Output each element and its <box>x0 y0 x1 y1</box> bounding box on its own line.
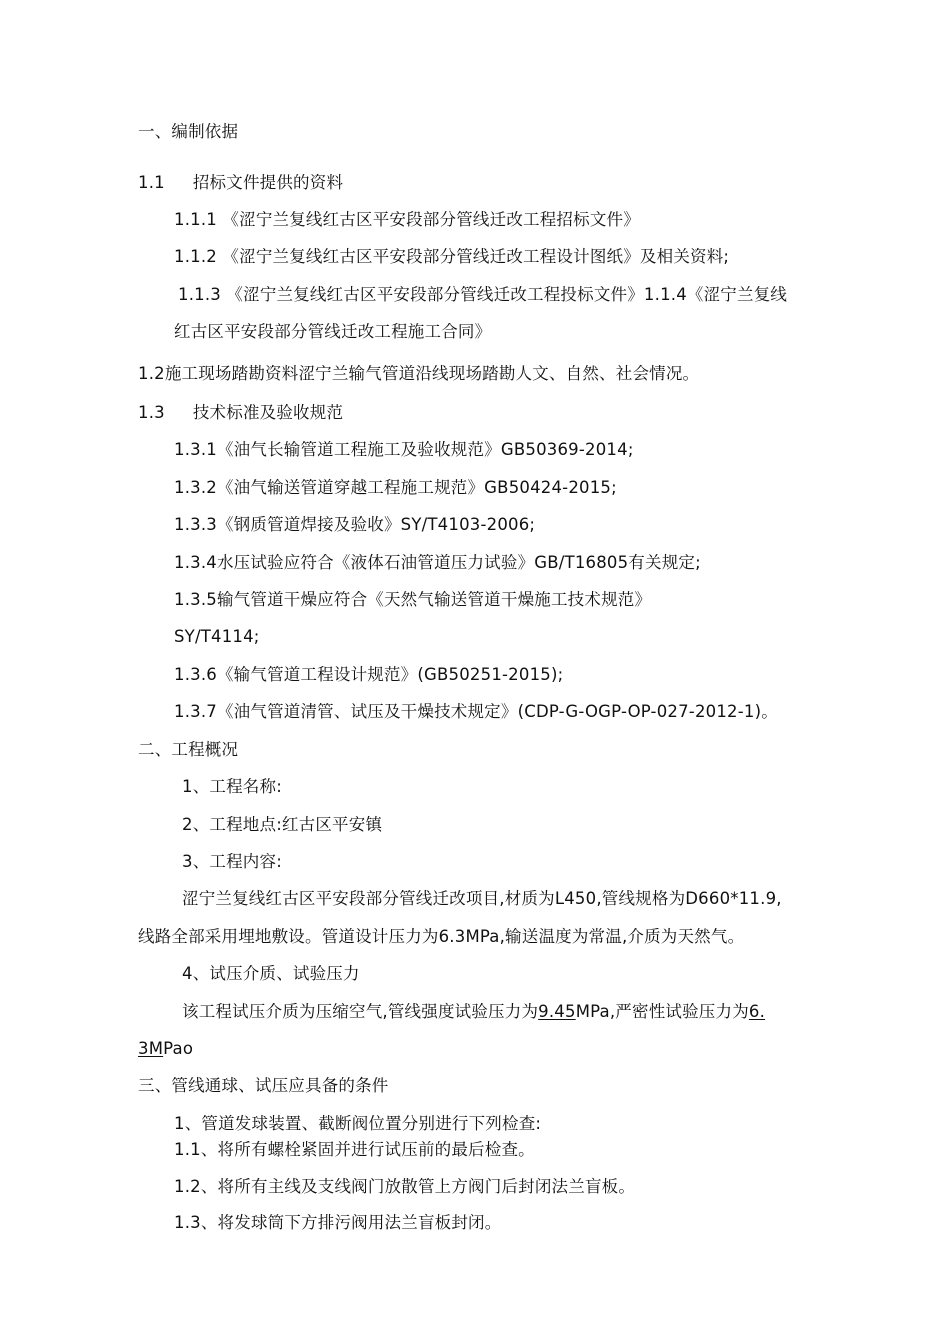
subsection-1-1 <box>138 173 343 193</box>
subsection-1-3 <box>138 403 343 423</box>
subsection-number: 1.3 <box>138 403 165 422</box>
item-1-1-3-line1: 1.1.3 《涩宁兰复线红古区平安段部分管线迁改工程投标文件》1.1.4《涩宁兰复线 <box>178 285 788 304</box>
paragraph-2-4-line1 <box>182 1002 765 1022</box>
pressure-unit: Pao <box>163 1039 194 1058</box>
item-1-3-2: 1.3.2《油气输送管道穿越工程施工规范》GB50424-2015; <box>174 478 617 497</box>
subsection-title: 技术标准及验收规范 <box>192 403 344 422</box>
item-2-3: 3、工程内容: <box>182 852 282 871</box>
paragraph-2-4-line2 <box>138 1039 193 1059</box>
tightness-pressure-value: 6. <box>748 1002 766 1021</box>
item-3-1-3: 1.3、将发球筒下方排污阀用法兰盲板封闭。 <box>174 1213 502 1232</box>
item-3-1-1: 1.1、将所有螺栓紧固并进行试压前的最后检查。 <box>174 1140 535 1159</box>
item-1-3-4: 1.3.4水压试验应符合《液体石油管道压力试验》GB/T16805有关规定; <box>174 553 701 572</box>
item-1-3-5-line2: SY/T4114; <box>174 627 260 646</box>
item-1-2: 1.2施工现场踏勘资料涩宁兰输气管道沿线现场踏勘人文、自然、社会情况。 <box>138 364 700 383</box>
section-1-heading: 一、编制依据 <box>138 122 239 141</box>
item-2-1: 1、工程名称: <box>182 777 282 796</box>
subsection-number: 1.1 <box>138 173 165 192</box>
item-3-1-2: 1.2、将所有主线及支线阀门放散管上方阀门后封闭法兰盲板。 <box>174 1177 636 1196</box>
pressure-text: MPa,严密性试验压力为 <box>575 1002 749 1021</box>
item-1-3-1: 1.3.1《油气长输管道工程施工及验收规范》GB50369-2014; <box>174 440 634 459</box>
item-1-1-2: 1.1.2 《涩宁兰复线红古区平安段部分管线迁改工程设计图纸》及相关资料; <box>174 247 730 266</box>
paragraph-2-3-line2: 线路全部采用埋地敷设。管道设计压力为6.3MPa,输送温度为常温,介质为天然气。 <box>138 927 745 946</box>
paragraph-2-3-line1: 涩宁兰复线红古区平安段部分管线迁改项目,材质为L450,管线规格为D660*11.9, <box>182 889 782 908</box>
section-2-heading: 二、工程概况 <box>138 740 239 759</box>
item-1-3-5-line1: 1.3.5输气管道干燥应符合《天然气输送管道干燥施工技术规范》 <box>174 590 652 609</box>
item-1-1-1: 1.1.1 《涩宁兰复线红古区平安段部分管线迁改工程招标文件》 <box>174 210 640 229</box>
item-1-1-3-line2: 红古区平安段部分管线迁改工程施工合同》 <box>174 322 492 341</box>
item-1-3-7: 1.3.7《油气管道清管、试压及干燥技术规定》(CDP-G-OGP-OP-027-2012-1)。 <box>174 702 778 721</box>
item-3-1: 1、管道发球装置、截断阀位置分别进行下列检查: <box>174 1114 542 1133</box>
item-1-3-6: 1.3.6《输气管道工程设计规范》(GB50251-2015); <box>174 665 564 684</box>
subsection-title: 招标文件提供的资料 <box>192 173 344 192</box>
item-1-3-3: 1.3.3《钢质管道焊接及验收》SY/T4103-2006; <box>174 515 536 534</box>
strength-pressure-value: 9.45 <box>538 1002 576 1021</box>
section-3-heading: 三、管线通球、试压应具备的条件 <box>138 1076 389 1095</box>
item-2-4: 4、试压介质、试验压力 <box>182 964 360 983</box>
item-2-2: 2、工程地点:红古区平安镇 <box>182 815 383 834</box>
pressure-text: 该工程试压介质为压缩空气,管线强度试验压力为 <box>182 1002 539 1021</box>
tightness-pressure-value-cont: 3M <box>138 1039 164 1058</box>
